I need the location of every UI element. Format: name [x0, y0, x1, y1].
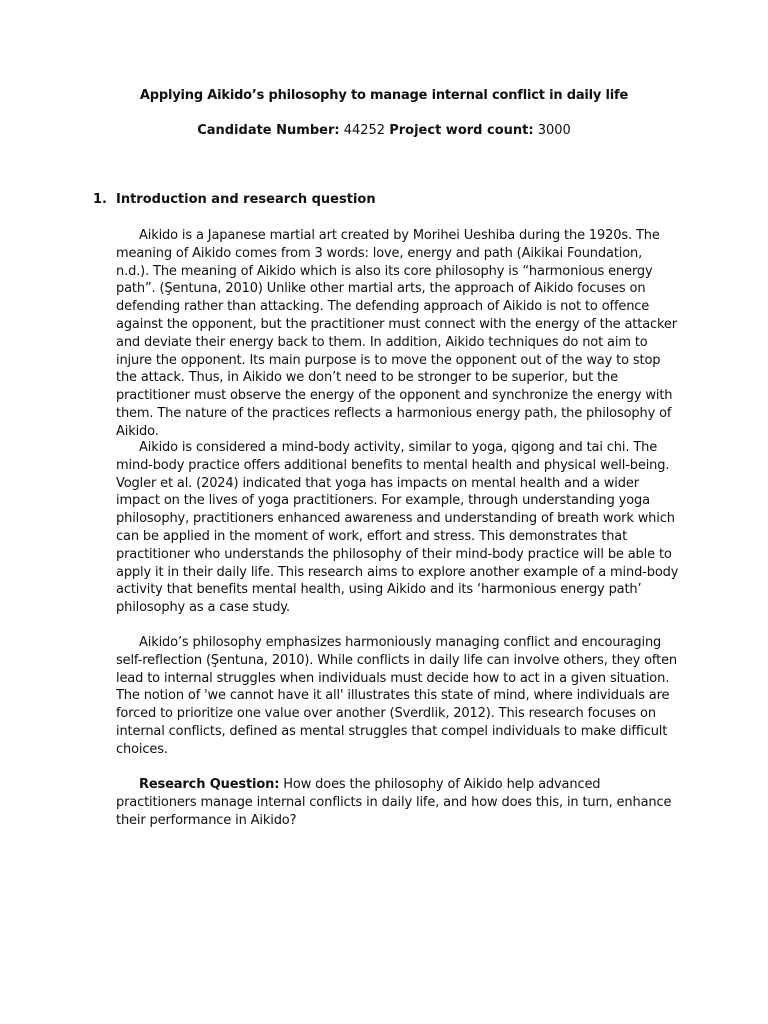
- section-heading-text: Introduction and research question: [116, 192, 376, 207]
- section-number: 1.: [93, 192, 107, 207]
- document-title: Applying Aikido’s philosophy to manage internal conflict in daily life: [139, 88, 629, 103]
- paragraph-2: Aikido is considered a mind-body activity, similar to yoga, qigong and tai chi. The mind-body practice offers additional benefits to mental health and physical well-being. Vogler et al. (2024) indicated that yoga has impacts on mental health and a wider impact on the lives of yoga practitioners. For example, through understanding yoga philosophy, practitioners enhanced awareness and understanding of breath work which can be applied in the moment of work, effort and stress. This demonstrates that practitioner who understands the philosophy of their mind-body practice will be able to apply it in their daily life. This research aims to explore another example of a mind-body activity that benefits mental health, using Aikido and its ‘harmonious energy path’ philosophy as a case study.: [116, 440, 679, 616]
- research-question-label: Research Question:: [139, 777, 280, 792]
- section-heading: [93, 192, 376, 207]
- word-count-value: 3000: [537, 123, 571, 138]
- word-count-label: Project word count:: [389, 123, 534, 138]
- paragraph-3: Aikido’s philosophy emphasizes harmoniously managing conflict and encouraging self-reflection (Şentuna, 2010). While conflicts in daily life can involve others, they often lead to internal struggles when individuals must decide how to act in a given situation. The notion of 'we cannot have it all' illustrates this state of mind, where individuals are forced to prioritize one value over another (Sverdlik, 2012). This research focuses on internal conflicts, defined as mental struggles that compel individuals to make difficult choices.: [116, 635, 678, 757]
- research-question-text: How does the philosophy of Aikido help advanced practitioners manage internal conflicts in daily life, and how does this, in turn, enhance their performance in Aikido?: [116, 777, 672, 828]
- paragraph-1: Aikido is a Japanese martial art created by Morihei Ueshiba during the 1920s. The meaning of Aikido comes from 3 words: love, energy and path (Aikikai Foundation, n.d.). The meaning of Aikido which is also its core philosophy is “harmonious energy path”. (Şentuna, 2010) Unlike other martial arts, the approach of Aikido focuses on defending rather than attacking. The defending approach of Aikido is not to offence against the opponent, but the practitioner must connect with the energy of the attacker and deviate their energy back to them. In addition, Aikido techniques do not aim to injure the opponent. Its main purpose is to move the opponent out of the way to stop the attack. Thus, in Aikido we don’t need to be stronger to be superior, but the practitioner must observe the energy of the opponent and synchronize the energy with them. The nature of the practices reflects a harmonious energy path, the philosophy of Aikido.: [116, 228, 677, 439]
- candidate-number-value: 44252: [343, 123, 386, 138]
- candidate-number-label: Candidate Number:: [197, 123, 340, 138]
- research-question-paragraph: [116, 776, 679, 829]
- candidate-info-line: [0, 123, 768, 138]
